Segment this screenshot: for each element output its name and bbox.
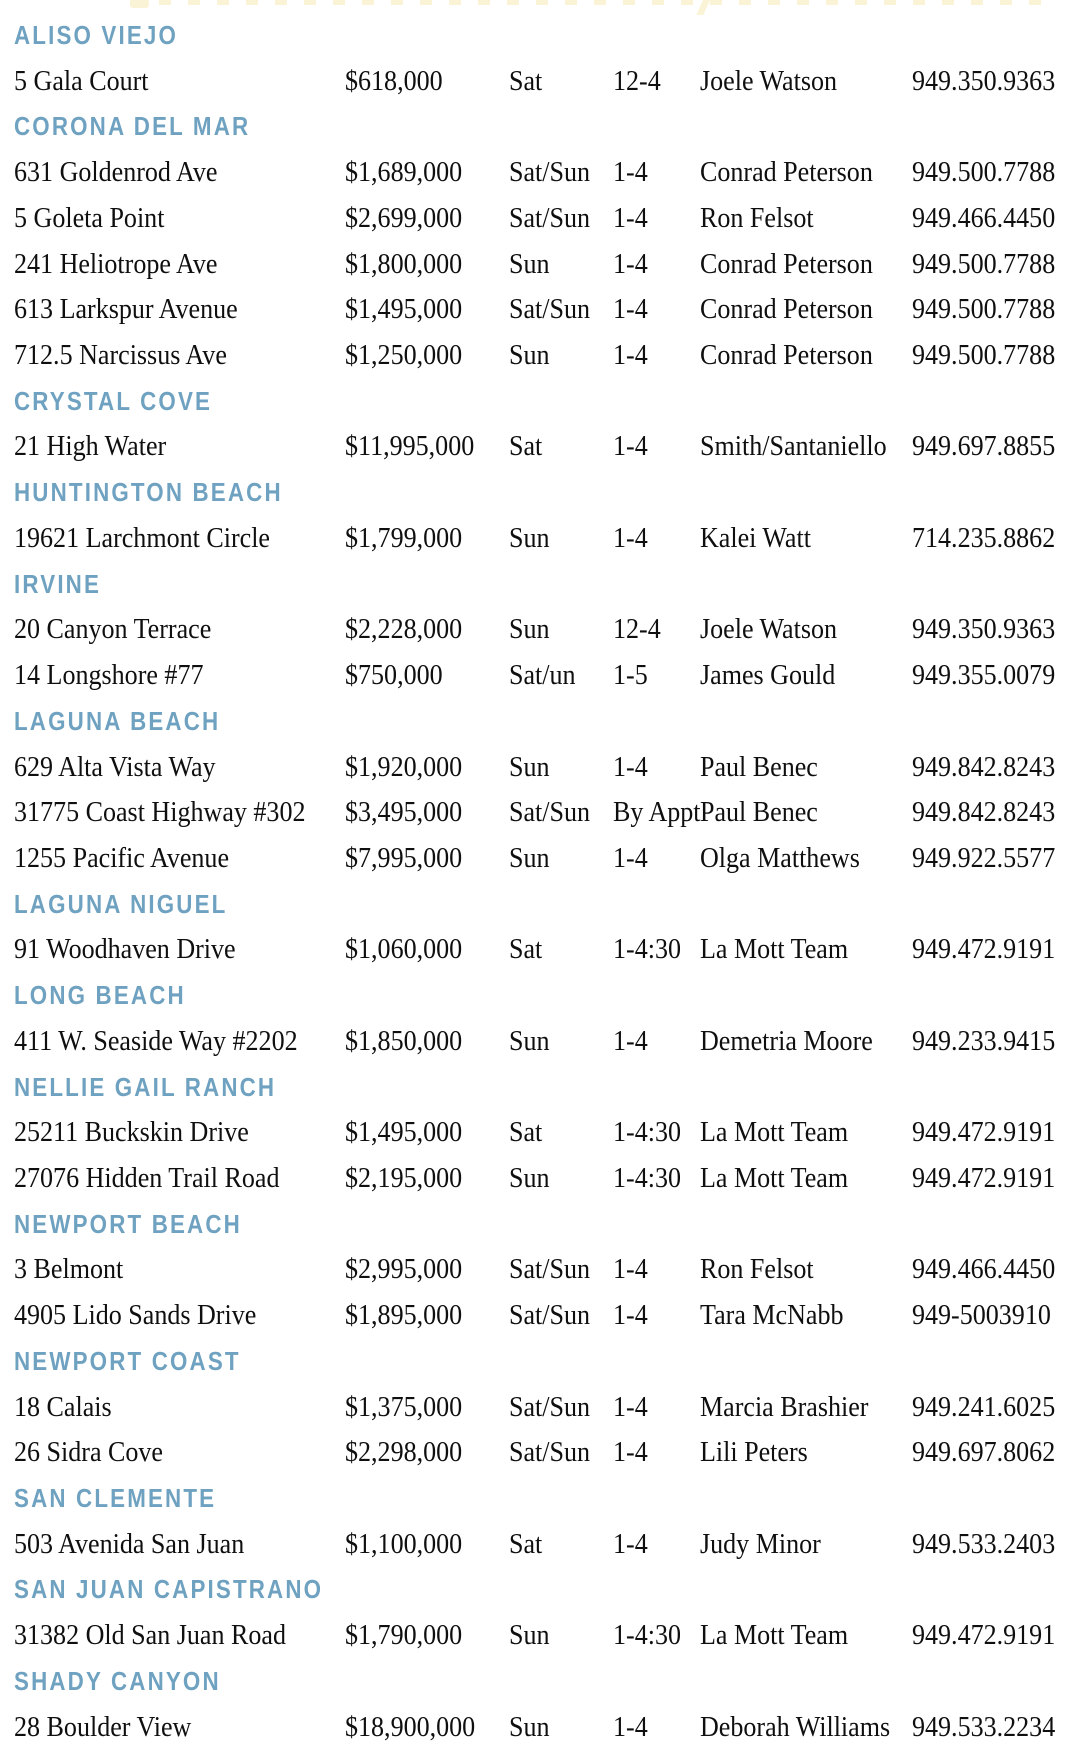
listing-address: 5 Goleta Point bbox=[14, 202, 165, 234]
listing-address: 631 Goldenrod Ave bbox=[14, 157, 218, 189]
listing-days: Sun bbox=[509, 1711, 550, 1743]
listing-agent: Conrad Peterson bbox=[700, 248, 873, 280]
listing-agent: Kalei Watt bbox=[700, 522, 811, 554]
listing-agent: Paul Benec bbox=[700, 797, 818, 829]
listing-address: 31382 Old San Juan Road bbox=[14, 1620, 286, 1652]
city-name: SAN CLEMENTE bbox=[14, 1483, 217, 1513]
listing-agent: Olga Matthews bbox=[700, 842, 860, 874]
listing-row bbox=[0, 424, 1092, 470]
listing-row bbox=[0, 196, 1092, 242]
listing-row bbox=[0, 150, 1092, 196]
listing-price: $618,000 bbox=[345, 65, 443, 97]
listing-time: By Appt bbox=[613, 797, 701, 829]
listing-row bbox=[0, 836, 1092, 882]
city-section-header bbox=[0, 1567, 1092, 1613]
listing-days: Sun bbox=[509, 522, 550, 554]
listing-time: 1-4 bbox=[613, 1300, 648, 1332]
city-section-header bbox=[0, 104, 1092, 150]
city-section-header bbox=[0, 13, 1092, 59]
city-section-header bbox=[0, 1659, 1092, 1705]
listing-agent: Conrad Peterson bbox=[700, 340, 873, 372]
listing-address: 613 Larkspur Avenue bbox=[14, 294, 238, 326]
listing-price: $1,495,000 bbox=[345, 1117, 463, 1149]
listing-price: $750,000 bbox=[345, 660, 443, 692]
listing-price: $1,895,000 bbox=[345, 1300, 463, 1332]
listing-row bbox=[0, 1705, 1092, 1751]
masthead-glyph-fragment bbox=[130, 0, 149, 8]
listing-phone: 949.472.9191 bbox=[912, 934, 1056, 966]
listing-phone: 949.533.2234 bbox=[912, 1711, 1056, 1743]
listing-days: Sat/Sun bbox=[509, 1437, 591, 1469]
listing-price: $11,995,000 bbox=[345, 431, 475, 463]
listing-price: $2,699,000 bbox=[345, 202, 463, 234]
listing-agent: Joele Watson bbox=[700, 65, 838, 97]
listing-phone: 949.500.7788 bbox=[912, 294, 1056, 326]
city-section-header bbox=[0, 973, 1092, 1019]
city-name: LAGUNA NIGUEL bbox=[14, 888, 228, 919]
listing-phone: 949.472.9191 bbox=[912, 1117, 1056, 1149]
listing-time: 1-4 bbox=[613, 157, 648, 189]
listing-agent: Paul Benec bbox=[700, 751, 818, 783]
listing-time: 12-4 bbox=[613, 614, 661, 646]
listing-agent: Lili Peters bbox=[700, 1437, 808, 1469]
listing-row bbox=[0, 1247, 1092, 1293]
listing-price: $1,790,000 bbox=[345, 1620, 463, 1652]
listing-phone: 949.500.7788 bbox=[912, 157, 1056, 189]
city-section-header bbox=[0, 562, 1092, 608]
open-house-list bbox=[0, 13, 1092, 1750]
listing-phone: 949.350.9363 bbox=[912, 614, 1056, 646]
listing-row bbox=[0, 1430, 1092, 1476]
listing-time: 1-4:30 bbox=[613, 1620, 681, 1652]
listing-address: 3 Belmont bbox=[14, 1254, 124, 1286]
listing-phone: 949.697.8855 bbox=[912, 431, 1056, 463]
listing-price: $2,298,000 bbox=[345, 1437, 463, 1469]
city-name: CRYSTAL COVE bbox=[14, 385, 213, 416]
listing-price: $2,228,000 bbox=[345, 614, 463, 646]
listing-days: Sun bbox=[509, 1025, 550, 1057]
listing-row bbox=[0, 516, 1092, 562]
listing-row bbox=[0, 242, 1092, 288]
listing-address: 26 Sidra Cove bbox=[14, 1437, 164, 1469]
listing-price: $2,995,000 bbox=[345, 1254, 463, 1286]
listing-time: 1-4:30 bbox=[613, 1117, 681, 1149]
listing-time: 1-4 bbox=[613, 842, 648, 874]
city-name: SAN JUAN CAPISTRANO bbox=[14, 1574, 324, 1605]
listing-days: Sun bbox=[509, 842, 550, 874]
listing-phone: 714.235.8862 bbox=[912, 522, 1056, 554]
masthead-glyph-bottoms bbox=[130, 0, 1055, 5]
listing-time: 1-5 bbox=[613, 660, 648, 692]
listing-agent: Deborah Williams bbox=[700, 1711, 891, 1743]
listing-time: 1-4 bbox=[613, 1254, 648, 1286]
listing-days: Sat/Sun bbox=[509, 1254, 591, 1286]
listing-row bbox=[0, 1293, 1092, 1339]
listing-days: Sat/un bbox=[509, 660, 576, 692]
listing-phone: 949.472.9191 bbox=[912, 1620, 1056, 1652]
listing-address: 629 Alta Vista Way bbox=[14, 751, 216, 783]
city-name: HUNTINGTON BEACH bbox=[14, 477, 283, 508]
listing-agent: James Gould bbox=[700, 660, 836, 692]
listing-address: 4905 Lido Sands Drive bbox=[14, 1300, 257, 1332]
listing-time: 1-4 bbox=[613, 1528, 648, 1560]
listing-time: 1-4 bbox=[613, 1711, 648, 1743]
city-name: NELLIE GAIL RANCH bbox=[14, 1071, 277, 1102]
listing-row bbox=[0, 790, 1092, 836]
listing-row bbox=[0, 1156, 1092, 1202]
listing-days: Sun bbox=[509, 340, 550, 372]
city-name: ALISO VIEJO bbox=[14, 20, 179, 50]
city-name: CORONA DEL MAR bbox=[14, 111, 251, 142]
listing-row bbox=[0, 745, 1092, 791]
listing-days: Sat/Sun bbox=[509, 294, 591, 326]
listing-days: Sat/Sun bbox=[509, 157, 591, 189]
listing-agent: Marcia Brashier bbox=[700, 1391, 869, 1423]
listing-address: 411 W. Seaside Way #2202 bbox=[14, 1025, 298, 1057]
listing-agent: Judy Minor bbox=[700, 1528, 821, 1560]
listing-phone: 949.500.7788 bbox=[912, 248, 1056, 280]
listing-agent: Smith/Santaniello bbox=[700, 431, 887, 463]
listing-days: Sat/Sun bbox=[509, 797, 591, 829]
listing-phone: 949-5003910 bbox=[912, 1300, 1051, 1332]
city-section-header bbox=[0, 470, 1092, 516]
listing-price: $1,100,000 bbox=[345, 1528, 463, 1560]
listing-time: 1-4:30 bbox=[613, 934, 681, 966]
listing-phone: 949.466.4450 bbox=[912, 1254, 1056, 1286]
listing-price: $1,800,000 bbox=[345, 248, 463, 280]
listing-days: Sun bbox=[509, 248, 550, 280]
listing-days: Sat/Sun bbox=[509, 202, 591, 234]
listing-phone: 949.233.9415 bbox=[912, 1025, 1056, 1057]
listing-days: Sun bbox=[509, 751, 550, 783]
listing-time: 1-4 bbox=[613, 751, 648, 783]
listing-address: 5 Gala Court bbox=[14, 65, 149, 97]
listing-row bbox=[0, 1110, 1092, 1156]
listing-agent: Conrad Peterson bbox=[700, 294, 873, 326]
listing-time: 1-4 bbox=[613, 340, 648, 372]
listing-phone: 949.533.2403 bbox=[912, 1528, 1056, 1560]
listing-price: $1,689,000 bbox=[345, 157, 463, 189]
listing-time: 1-4 bbox=[613, 1025, 648, 1057]
listing-phone: 949.241.6025 bbox=[912, 1391, 1056, 1423]
listing-agent: Demetria Moore bbox=[700, 1025, 873, 1057]
listing-row bbox=[0, 1522, 1092, 1568]
listing-price: $1,375,000 bbox=[345, 1391, 463, 1423]
city-section-header bbox=[0, 379, 1092, 425]
city-section-header bbox=[0, 1202, 1092, 1248]
listing-address: 14 Longshore #77 bbox=[14, 660, 204, 692]
listing-time: 1-4:30 bbox=[613, 1162, 681, 1194]
listing-time: 1-4 bbox=[613, 294, 648, 326]
city-section-header bbox=[0, 1065, 1092, 1111]
listing-row bbox=[0, 927, 1092, 973]
city-name: SHADY CANYON bbox=[14, 1665, 221, 1696]
listing-days: Sun bbox=[509, 1162, 550, 1194]
listing-phone: 949.922.5577 bbox=[912, 842, 1056, 874]
listing-address: 712.5 Narcissus Ave bbox=[14, 340, 227, 372]
listing-row bbox=[0, 287, 1092, 333]
listing-address: 91 Woodhaven Drive bbox=[14, 934, 236, 966]
listing-phone: 949.842.8243 bbox=[912, 797, 1056, 829]
listing-phone: 949.842.8243 bbox=[912, 751, 1056, 783]
listing-address: 28 Boulder View bbox=[14, 1711, 192, 1743]
listing-price: $1,060,000 bbox=[345, 934, 463, 966]
listing-row bbox=[0, 59, 1092, 105]
listing-address: 503 Avenida San Juan bbox=[14, 1528, 245, 1560]
listing-address: 20 Canyon Terrace bbox=[14, 614, 212, 646]
listing-days: Sat bbox=[509, 65, 543, 97]
listing-time: 1-4 bbox=[613, 248, 648, 280]
listing-address: 1255 Pacific Avenue bbox=[14, 842, 230, 874]
listing-row bbox=[0, 1613, 1092, 1659]
city-name: LAGUNA BEACH bbox=[14, 705, 221, 736]
listing-row bbox=[0, 653, 1092, 699]
listing-agent: Ron Felsot bbox=[700, 1254, 814, 1286]
listing-price: $1,850,000 bbox=[345, 1025, 463, 1057]
listing-days: Sat bbox=[509, 1528, 543, 1560]
listing-phone: 949.500.7788 bbox=[912, 340, 1056, 372]
city-section-header bbox=[0, 1476, 1092, 1522]
listing-days: Sat/Sun bbox=[509, 1300, 591, 1332]
listing-time: 1-4 bbox=[613, 202, 648, 234]
listing-phone: 949.355.0079 bbox=[912, 660, 1056, 692]
listing-price: $2,195,000 bbox=[345, 1162, 463, 1194]
city-name: NEWPORT COAST bbox=[14, 1345, 241, 1376]
listing-days: Sun bbox=[509, 614, 550, 646]
listing-address: 18 Calais bbox=[14, 1391, 112, 1423]
listing-price: $1,920,000 bbox=[345, 751, 463, 783]
listing-days: Sun bbox=[509, 1620, 550, 1652]
listing-row bbox=[0, 333, 1092, 379]
listing-agent: Tara McNabb bbox=[700, 1300, 844, 1332]
city-name: IRVINE bbox=[14, 568, 102, 599]
listing-days: Sat bbox=[509, 1117, 543, 1149]
listing-time: 1-4 bbox=[613, 1437, 648, 1469]
city-section-header bbox=[0, 1339, 1092, 1385]
city-name: NEWPORT BEACH bbox=[14, 1208, 242, 1239]
listing-phone: 949.472.9191 bbox=[912, 1162, 1056, 1194]
listing-agent: La Mott Team bbox=[700, 1620, 849, 1652]
listing-row bbox=[0, 1019, 1092, 1065]
listing-agent: Joele Watson bbox=[700, 614, 838, 646]
listing-agent: Ron Felsot bbox=[700, 202, 814, 234]
listing-phone: 949.697.8062 bbox=[912, 1437, 1056, 1469]
listing-agent: La Mott Team bbox=[700, 1117, 849, 1149]
listing-time: 1-4 bbox=[613, 522, 648, 554]
listing-address: 19621 Larchmont Circle bbox=[14, 522, 270, 554]
listing-price: $1,250,000 bbox=[345, 340, 463, 372]
listing-agent: Conrad Peterson bbox=[700, 157, 873, 189]
city-section-header bbox=[0, 882, 1092, 928]
listing-address: 27076 Hidden Trail Road bbox=[14, 1162, 280, 1194]
listing-agent: La Mott Team bbox=[700, 934, 849, 966]
listing-price: $1,495,000 bbox=[345, 294, 463, 326]
listing-address: 21 High Water bbox=[14, 431, 167, 463]
listing-time: 1-4 bbox=[613, 1391, 648, 1423]
listing-days: Sat/Sun bbox=[509, 1391, 591, 1423]
listing-days: Sat bbox=[509, 934, 543, 966]
listing-days: Sat bbox=[509, 431, 543, 463]
listing-address: 241 Heliotrope Ave bbox=[14, 248, 218, 280]
listing-price: $3,495,000 bbox=[345, 797, 463, 829]
listing-address: 25211 Buckskin Drive bbox=[14, 1117, 249, 1149]
listing-address: 31775 Coast Highway #302 bbox=[14, 797, 306, 829]
listing-agent: La Mott Team bbox=[700, 1162, 849, 1194]
listing-time: 12-4 bbox=[613, 65, 661, 97]
listing-price: $18,900,000 bbox=[345, 1711, 476, 1743]
listing-row bbox=[0, 607, 1092, 653]
listing-price: $1,799,000 bbox=[345, 522, 463, 554]
listing-phone: 949.350.9363 bbox=[912, 65, 1056, 97]
city-name: LONG BEACH bbox=[14, 980, 186, 1011]
listing-phone: 949.466.4450 bbox=[912, 202, 1056, 234]
listing-price: $7,995,000 bbox=[345, 842, 463, 874]
city-section-header bbox=[0, 699, 1092, 745]
listing-row bbox=[0, 1385, 1092, 1431]
listing-time: 1-4 bbox=[613, 431, 648, 463]
